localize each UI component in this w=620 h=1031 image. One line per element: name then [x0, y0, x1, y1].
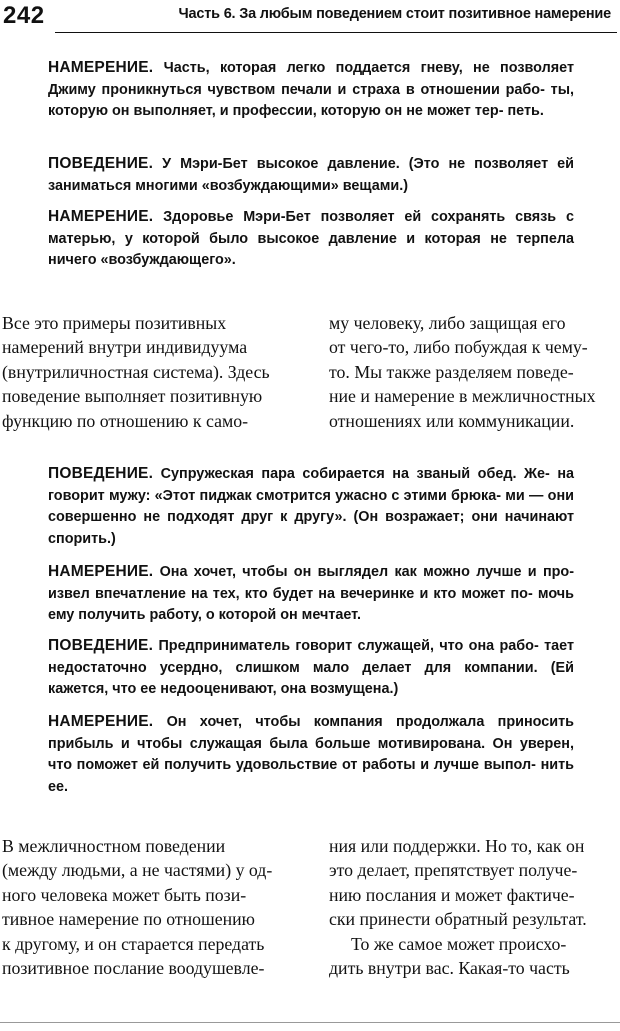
- text-line: поведение выполняет позитивную: [2, 386, 263, 407]
- example-label: ПОВЕДЕНИЕ.: [48, 637, 154, 654]
- text-line: намерений внутри индивидуума: [2, 337, 248, 358]
- text-line: к другому, и он старается передать: [2, 933, 265, 954]
- body-text-right-2: [329, 834, 617, 980]
- footer-rule: [0, 1022, 620, 1023]
- text-line: ние и намерение в межличностных: [329, 386, 596, 407]
- header-rule: [55, 32, 617, 33]
- text-line: му человеку, либо защищая его: [329, 313, 566, 333]
- page-number: 242: [3, 2, 45, 29]
- text-line: дить внутри вас. Какая-то часть: [329, 957, 570, 978]
- running-title: Часть 6. За любым поведением стоит позитивное намерение: [178, 6, 611, 22]
- example-paragraph: НАМЕРЕНИЕ. Часть, которая легко поддается гневу, не позволяет Джиму проникнуться чувством печали и страха в отношении рабо- ты, которую он выполняет, и профессии, которую он не может тер- петь.: [48, 59, 574, 119]
- example-paragraph: ПОВЕДЕНИЕ. Супружеская пара собирается на званый обед. Же- на говорит мужу: «Этот пиджак смотрится ужасно с этими брюка- ми — они совершенно не подходят друг к другу». (Он возражает; они начинают спорить.): [48, 465, 575, 547]
- example-label: НАМЕРЕНИЕ.: [48, 713, 154, 730]
- example-block-2c: [48, 635, 574, 701]
- text-line: ния или поддержки. Но то, как он: [329, 836, 585, 856]
- body-text-left-2: [2, 834, 292, 980]
- example-block-1: [48, 57, 574, 123]
- text-line: Все это примеры позитивных: [2, 313, 227, 333]
- page-header: [0, 0, 620, 40]
- example-paragraph: ПОВЕДЕНИЕ. Предприниматель говорит служащей, что она рабо- тает недостаточно усердно, слишком мало делает для компании. (Ей кажется, что ее недооценивают, она возмущена.): [48, 637, 575, 697]
- text-line: (между людьми, а не частями) у од-: [2, 860, 273, 881]
- text-line: от чего-то, либо побуждая к чему-: [329, 337, 588, 358]
- example-label: ПОВЕДЕНИЕ.: [48, 155, 154, 172]
- example-block-2b: [48, 561, 574, 627]
- text-line: ски принести обратный результат.: [329, 909, 587, 930]
- text-line: То же самое может происхо-: [351, 933, 567, 954]
- body-text-right-1: [329, 311, 617, 433]
- text-line: функцию по отношению к само-: [2, 410, 249, 431]
- text-line: позитивное послание воодушевле-: [2, 957, 265, 978]
- example-label: НАМЕРЕНИЕ.: [48, 59, 154, 76]
- body-text-left-1: [2, 311, 292, 433]
- example-paragraph: НАМЕРЕНИЕ. Она хочет, чтобы он выглядел как можно лучше и про- извел впечатление на тех, кто будет на вечеринке и кто может по- мочь ему получить работу, о которой он мечтает.: [48, 563, 575, 623]
- example-paragraph: ПОВЕДЕНИЕ. У Мэри-Бет высокое давление. (Это не позволяет ей заниматься многими «возбуждающими» вещами.): [48, 155, 574, 194]
- text-line: тивное намерение по отношению: [2, 909, 255, 930]
- text-line: В межличностном поведении: [2, 836, 226, 856]
- example-label: НАМЕРЕНИЕ.: [48, 563, 154, 580]
- text-line: (внутриличностная система). Здесь: [2, 361, 270, 382]
- example-block-2d: [48, 711, 574, 798]
- example-label: ПОВЕДЕНИЕ.: [48, 465, 154, 482]
- text-line: нию послания и может фактиче-: [329, 884, 575, 905]
- text-line: то. Мы также разделяем поведе-: [329, 361, 574, 382]
- text-line: отношениях или коммуникации.: [329, 410, 575, 431]
- example-paragraph: НАМЕРЕНИЕ. Здоровье Мэри-Бет позволяет ей сохранять связь с матерью, у которой было высокое давление и которая не терпела ничего «возбуждающего».: [48, 208, 575, 268]
- text-line: ного человека может быть пози-: [2, 884, 247, 905]
- example-block-1c: [48, 206, 574, 272]
- text-line: это делает, препятствует получе-: [329, 860, 578, 881]
- example-block-1b: [48, 153, 574, 197]
- example-block-2a: [48, 463, 574, 550]
- example-paragraph: НАМЕРЕНИЕ. Он хочет, чтобы компания продолжала приносить прибыль и чтобы служащая была больше мотивирована. Он уверен, что поможет ей получить удовольствие от работы и лучше выпол- нить ее.: [48, 713, 574, 795]
- example-label: НАМЕРЕНИЕ.: [48, 208, 154, 225]
